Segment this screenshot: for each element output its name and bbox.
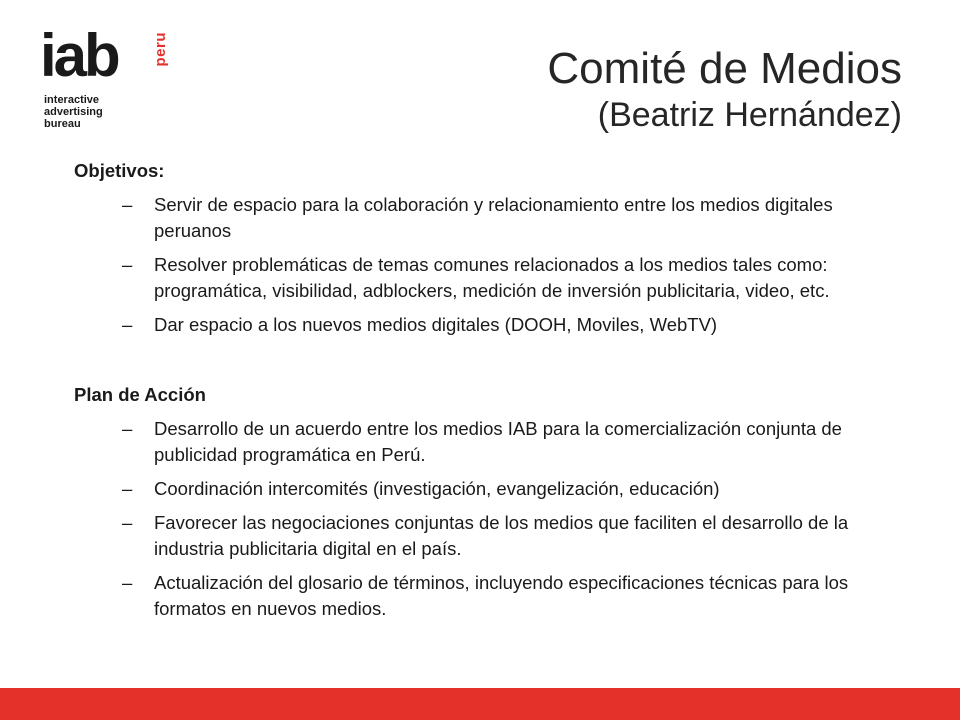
section-heading: Objetivos: [74, 160, 165, 181]
list-item [74, 416, 904, 468]
list-item-text: Favorecer las negociaciones conjuntas de los medios que faciliten el desarrollo de la industria publicitaria digital en el país. [154, 512, 849, 559]
logo-tagline [44, 94, 103, 130]
title-main: Comité de Medios [547, 44, 902, 93]
list-item [74, 570, 904, 622]
list-item-text: Desarrollo de un acuerdo entre los medios IAB para la comercialización conjunta de publicidad programática en Perú. [154, 418, 842, 465]
list-item [74, 510, 904, 562]
logo-tagline-line: interactive [44, 94, 100, 106]
list-item-text: Resolver problemáticas de temas comunes relacionados a los medios tales como: programática, visibilidad, adblockers, medición de inversión publicitaria, video, etc. [154, 254, 830, 301]
dash-bullet: – [122, 478, 133, 499]
list-item-text: Actualización del glosario de términos, incluyendo especificaciones técnicas para los formatos en nuevos medios. [154, 572, 849, 619]
logo-tagline-line: advertising [44, 106, 103, 118]
dash-bullet: – [122, 512, 133, 533]
logo-wordmark: iab [40, 22, 118, 89]
slide-title [547, 44, 902, 136]
bullet-list [74, 416, 904, 622]
list-item [74, 312, 904, 338]
dash-bullet: – [122, 314, 133, 335]
dash-bullet: – [122, 254, 133, 275]
title-subtitle: (Beatriz Hernández) [597, 96, 902, 134]
section-objetivos [74, 158, 904, 338]
list-item-text: Dar espacio a los nuevos medios digitales (DOOH, Moviles, WebTV) [154, 314, 718, 335]
list-item [74, 192, 904, 244]
list-item [74, 252, 904, 304]
logo-tagline-line: bureau [44, 118, 81, 130]
dash-bullet: – [122, 194, 133, 215]
list-item-text: Coordinación intercomités (investigación, evangelización, educación) [154, 478, 720, 499]
dash-bullet: – [122, 418, 133, 439]
logo-country: peru [152, 32, 169, 67]
dash-bullet: – [122, 572, 133, 593]
section-heading: Plan de Acción [74, 384, 206, 405]
list-item [74, 476, 904, 502]
iab-peru-logo [40, 18, 180, 133]
slide-body [74, 158, 904, 630]
section-plan-de-accion [74, 382, 904, 622]
bullet-list [74, 192, 904, 338]
list-item-text: Servir de espacio para la colaboración y relacionamiento entre los medios digitales peruanos [154, 194, 833, 241]
footer-bar [0, 688, 960, 720]
